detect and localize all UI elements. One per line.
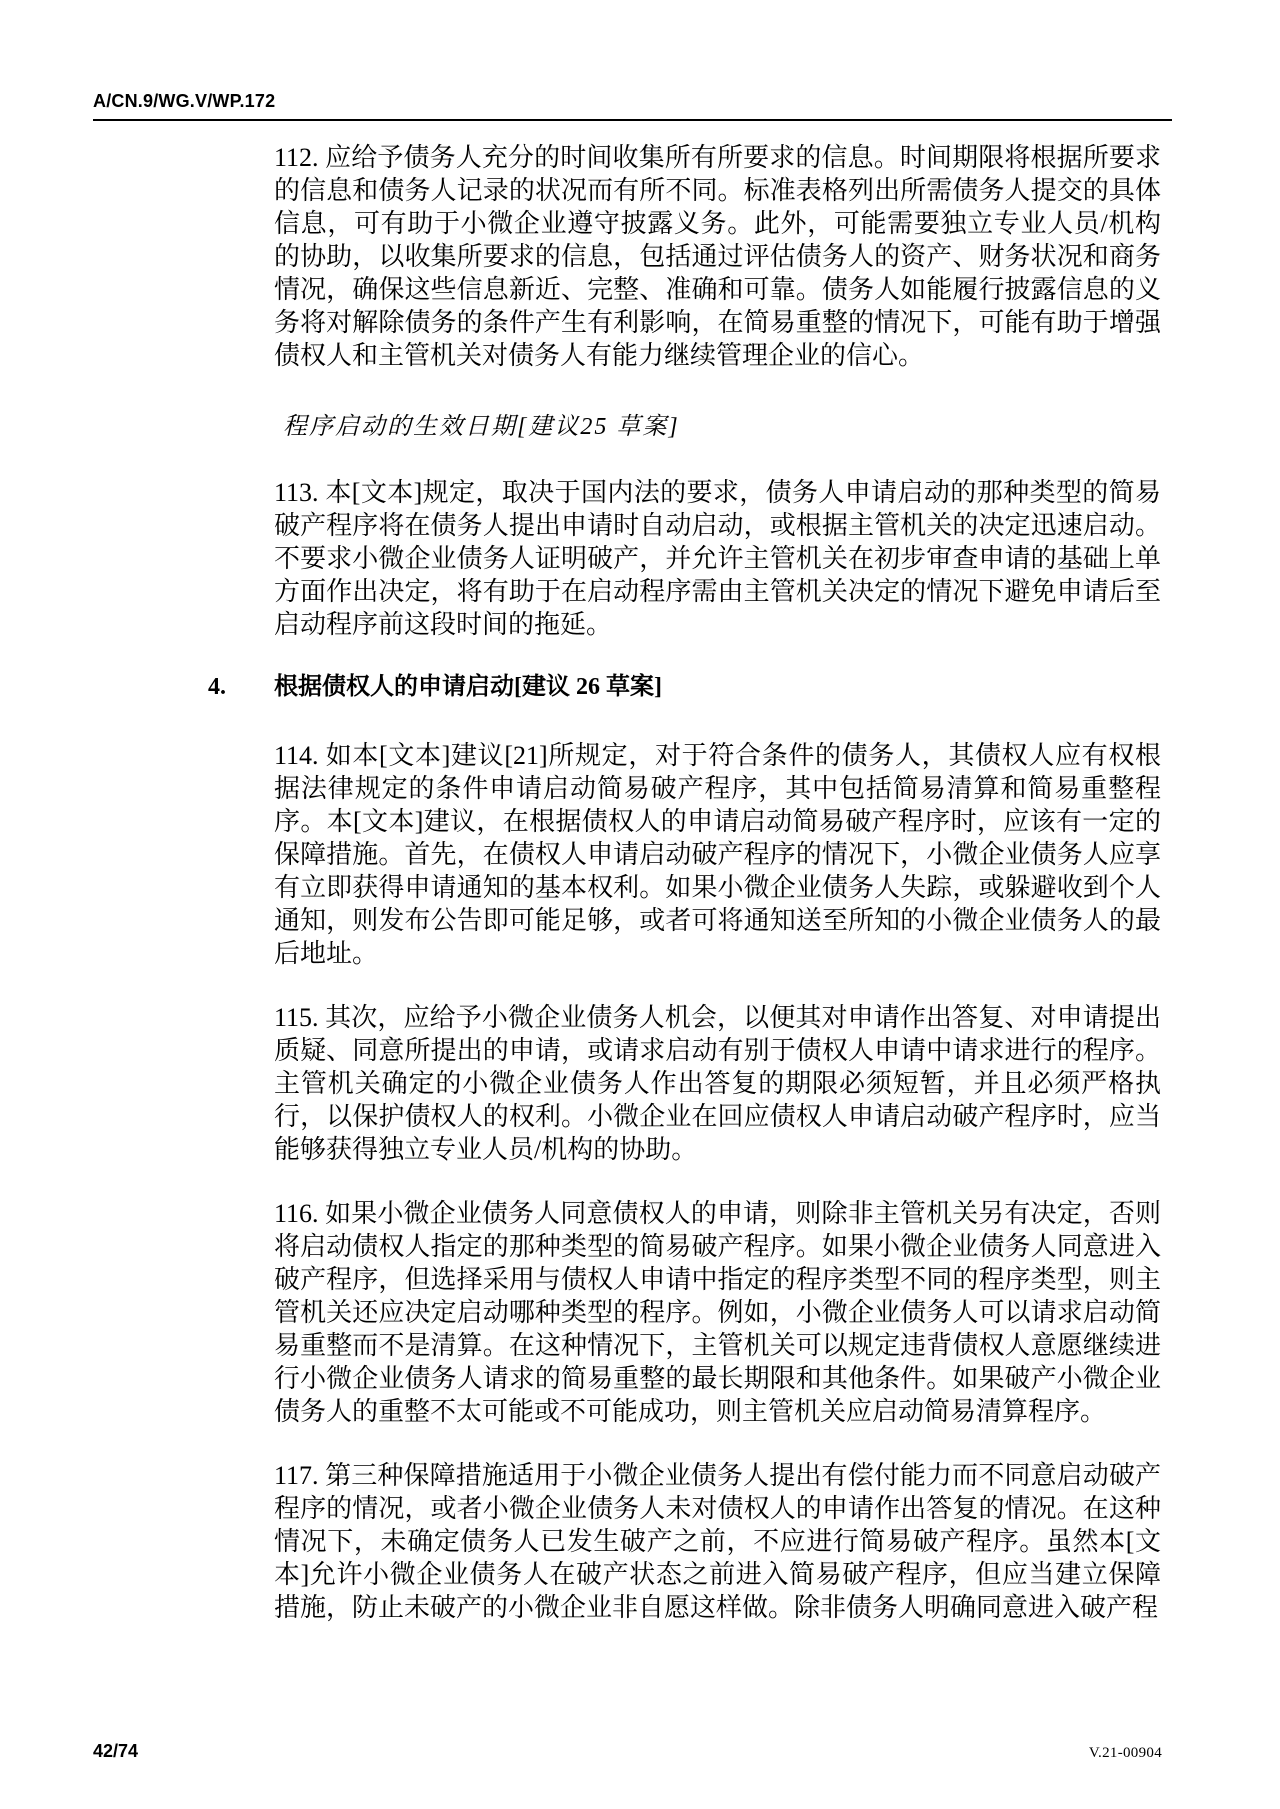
header-divider [93, 119, 1172, 121]
page-number: 42/74 [93, 1741, 139, 1761]
paragraph-112: 112. 应给予债务人充分的时间收集所有所要求的信息。时间期限将根据所要求的信息和债务人记录的状况而有所不同。标准表格列出所需债务人提交的具体信息，可有助于小微企业遵守披露义务。此外，可能需要独立专业人员/机构的协助，以收集所要求的信息，包括通过评估债务人的资产、财务状况和商务情况，确保这些信息新近、完整、准确和可靠。债务人如能履行披露信息的义务将对解除债务的条件产生有利影响，在简易重整的情况下，可能有助于增强债权人和主管机关对债务人有能力继续管理企业的信心。 [274, 143, 1161, 370]
paragraph-113: 113. 本[文本]规定，取决于国内法的要求，债务人申请启动的那种类型的简易破产程序将在债务人提出申请时自动启动，或根据主管机关的决定迅速启动。不要求小微企业债务人证明破产，并允许主管机关在初步审查申请的基础上单方面作出决定，将有助于在启动程序需由主管机关决定的情况下避免申请后至启动程序前这段时间的拖延。 [274, 478, 1161, 639]
section-heading-4 [208, 672, 1161, 702]
paragraph-116: 116. 如果小微企业债务人同意债权人的申请，则除非主管机关另有决定，否则将启动债权人指定的那种类型的简易破产程序。如果小微企业债务人同意进入破产程序，但选择采用与债权人申请中指定的程序类型不同的程序类型，则主管机关还应决定启动哪种类型的程序。例如，小微企业债务人可以请求启动简易重整而不是清算。在这种情况下，主管机关可以规定违背债权人意愿继续进行小微企业债务人请求的简易重整的最长期限和其他条件。如果破产小微企业债务人的重整不太可能或不可能成功，则主管机关应启动简易清算程序。 [274, 1199, 1161, 1426]
paragraph-117: 117. 第三种保障措施适用于小微企业债务人提出有偿付能力而不同意启动破产程序的情况，或者小微企业债务人未对债权人的申请作出答复的情况。在这种情况下，未确定债务人已发生破产之前，不应进行简易破产程序。虽然本[文本]允许小微企业债务人在破产状态之前进入简易破产程序，但应当建立保障措施，防止未破产的小微企业非自愿这样做。除非债务人明确同意进入破产程 [274, 1461, 1161, 1622]
document-body [208, 141, 1161, 1655]
section-title: 根据债权人的申请启动[建议 26 草案] [274, 674, 662, 700]
paragraph-115: 115. 其次，应给予小微企业债务人机会，以便其对申请作出答复、对申请提出质疑、同意所提出的申请，或请求启动有别于债权人申请中请求进行的程序。主管机关确定的小微企业债务人作出答复的期限必须短暂，并且必须严格执行，以保护债权人的权利。小微企业在回应债权人申请启动破产程序时，应当能够获得独立专业人员/机构的协助。 [274, 1003, 1161, 1164]
document-id: V.21-00904 [1088, 1745, 1162, 1761]
document-symbol: A/CN.9/WG.V/WP.172 [93, 91, 276, 111]
section-number: 4. [208, 674, 226, 700]
page-header [93, 90, 1172, 121]
subheading-effective-date: 程序启动的生效日期[建议25 草案] [283, 414, 680, 440]
paragraph-114: 114. 如本[文本]建议[21]所规定，对于符合条件的债务人，其债权人应有权根据法律规定的条件申请启动简易破产程序，其中包括简易清算和简易重整程序。本[文本]建议，在根据债权人的申请启动简易破产程序时，应该有一定的保障措施。首先，在债权人申请启动破产程序的情况下，小微企业债务人应享有立即获得申请通知的基本权利。如果小微企业债务人失踪，或躲避收到个人通知，则发布公告即可能足够，或者可将通知送至所知的小微企业债务人的最后地址。 [274, 741, 1161, 968]
